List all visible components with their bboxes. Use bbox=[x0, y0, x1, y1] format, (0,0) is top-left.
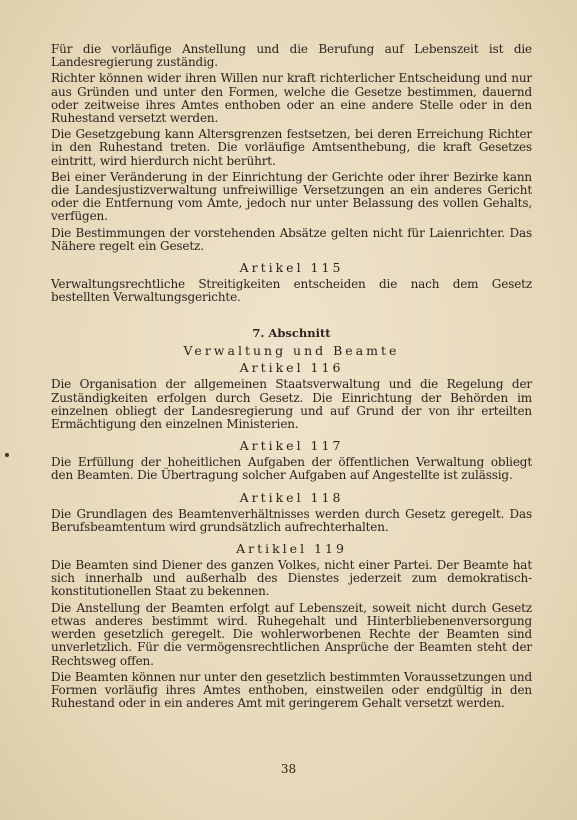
page-number: 38 bbox=[280, 762, 297, 776]
document-page bbox=[51, 43, 532, 713]
article-115-text: Verwaltungsrechtliche Streitigkeiten entscheiden die nach dem Gesetz bestellten Verwaltungsgerichte. bbox=[51, 277, 532, 305]
article-116-text: Die Organisation der allgemeinen Staatsverwaltung und die Regelung der Zuständigkeiten erfolgen durch Gesetz. Die Einrichtung der Behörden im einzelnen obliegt der Landesregierung und auf Grund der von ihr erteilten Ermächtigung den einzelnen Ministerien. bbox=[51, 377, 532, 432]
paragraph: Richter können wider ihren Willen nur kraft richterlicher Entscheidung und nur aus Gründen und unter den Formen, welche die Gesetze bestimmen, dauernd oder zeitweise ihres Amtes enthoben oder an eine andere Stelle oder in den Ruhestand versetzt werden. bbox=[51, 71, 532, 126]
article-118-text: Die Grundlagen des Beamtenverhältnisses werden durch Gesetz geregelt. Das Berufsbeamtentum wird grundsätzlich aufrechterhalten. bbox=[51, 506, 532, 534]
article-heading-117: Artikel 117 bbox=[239, 438, 344, 454]
section-title: Verwaltung und Beamte bbox=[183, 343, 400, 359]
article-119-paragraph: Die Anstellung der Beamten erfolgt auf Lebenszeit, soweit nicht durch Gesetz etwas anderes bestimmt wird. Ruhegehalt und Hinterbliebenenversorgung werden gesetzlich geregelt. Die wohlerworbenen Rechte der Beamten sind unverletzlich. Für die vermögensrechtlichen Ansprüche der Beamten steht der Rechtsweg offen. bbox=[51, 600, 532, 668]
article-heading-116: Artikel 116 bbox=[239, 360, 344, 376]
paragraph: Bei einer Veränderung in der Einrichtung der Gerichte oder ihrer Bezirke kann die Landesjustizverwaltung unfreiwillige Versetzungen an ein anderes Gericht oder die Entfernung vom Amte, jedoch nur unter Belassung des vollen Gehalts, verfügen. bbox=[51, 169, 532, 224]
paragraph: Für die vorläufige Anstellung und die Berufung auf Lebenszeit ist die Landesregierung zuständig. bbox=[51, 42, 532, 70]
paragraph: Die Bestimmungen der vorstehenden Absätze gelten nicht für Laienrichter. Das Nähere regelt ein Gesetz. bbox=[51, 225, 532, 253]
article-heading-118: Artikel 118 bbox=[239, 489, 344, 505]
article-heading-119: Artiklel 119 bbox=[236, 541, 347, 557]
article-117-text: Die Erfüllung der hoheitlichen Aufgaben der öffentlichen Verwaltung obliegt den Beamten. Die Übertragung solcher Aufgaben auf Angestellte ist zulässig. bbox=[51, 455, 532, 483]
paragraph: Die Gesetzgebung kann Altersgrenzen festsetzen, bei deren Erreichung Richter in den Ruhestand treten. Die vorläufige Amtsenthebung, die kraft Gesetzes eintritt, wird hierdurch nicht berührt. bbox=[51, 127, 532, 168]
article-119-paragraph: Die Beamten sind Diener des ganzen Volkes, nicht einer Partei. Der Beamte hat sich innerhalb und außerhalb des Dienstes jederzeit zum demokratisch-konstitutionellen Staat zu bekennen. bbox=[51, 558, 532, 599]
ink-dot bbox=[5, 453, 9, 457]
section-number: 7. Abschnitt bbox=[252, 326, 331, 341]
article-heading-115: Artikel 115 bbox=[239, 260, 344, 276]
article-119-paragraph: Die Beamten können nur unter den gesetzlich bestimmten Voraussetzungen und Formen vorläufig ihres Amtes enthoben, einstweilen oder endgültig in den Ruhestand oder in ein anderes Amt mit geringerem Gehalt versetzt werden. bbox=[51, 669, 532, 711]
